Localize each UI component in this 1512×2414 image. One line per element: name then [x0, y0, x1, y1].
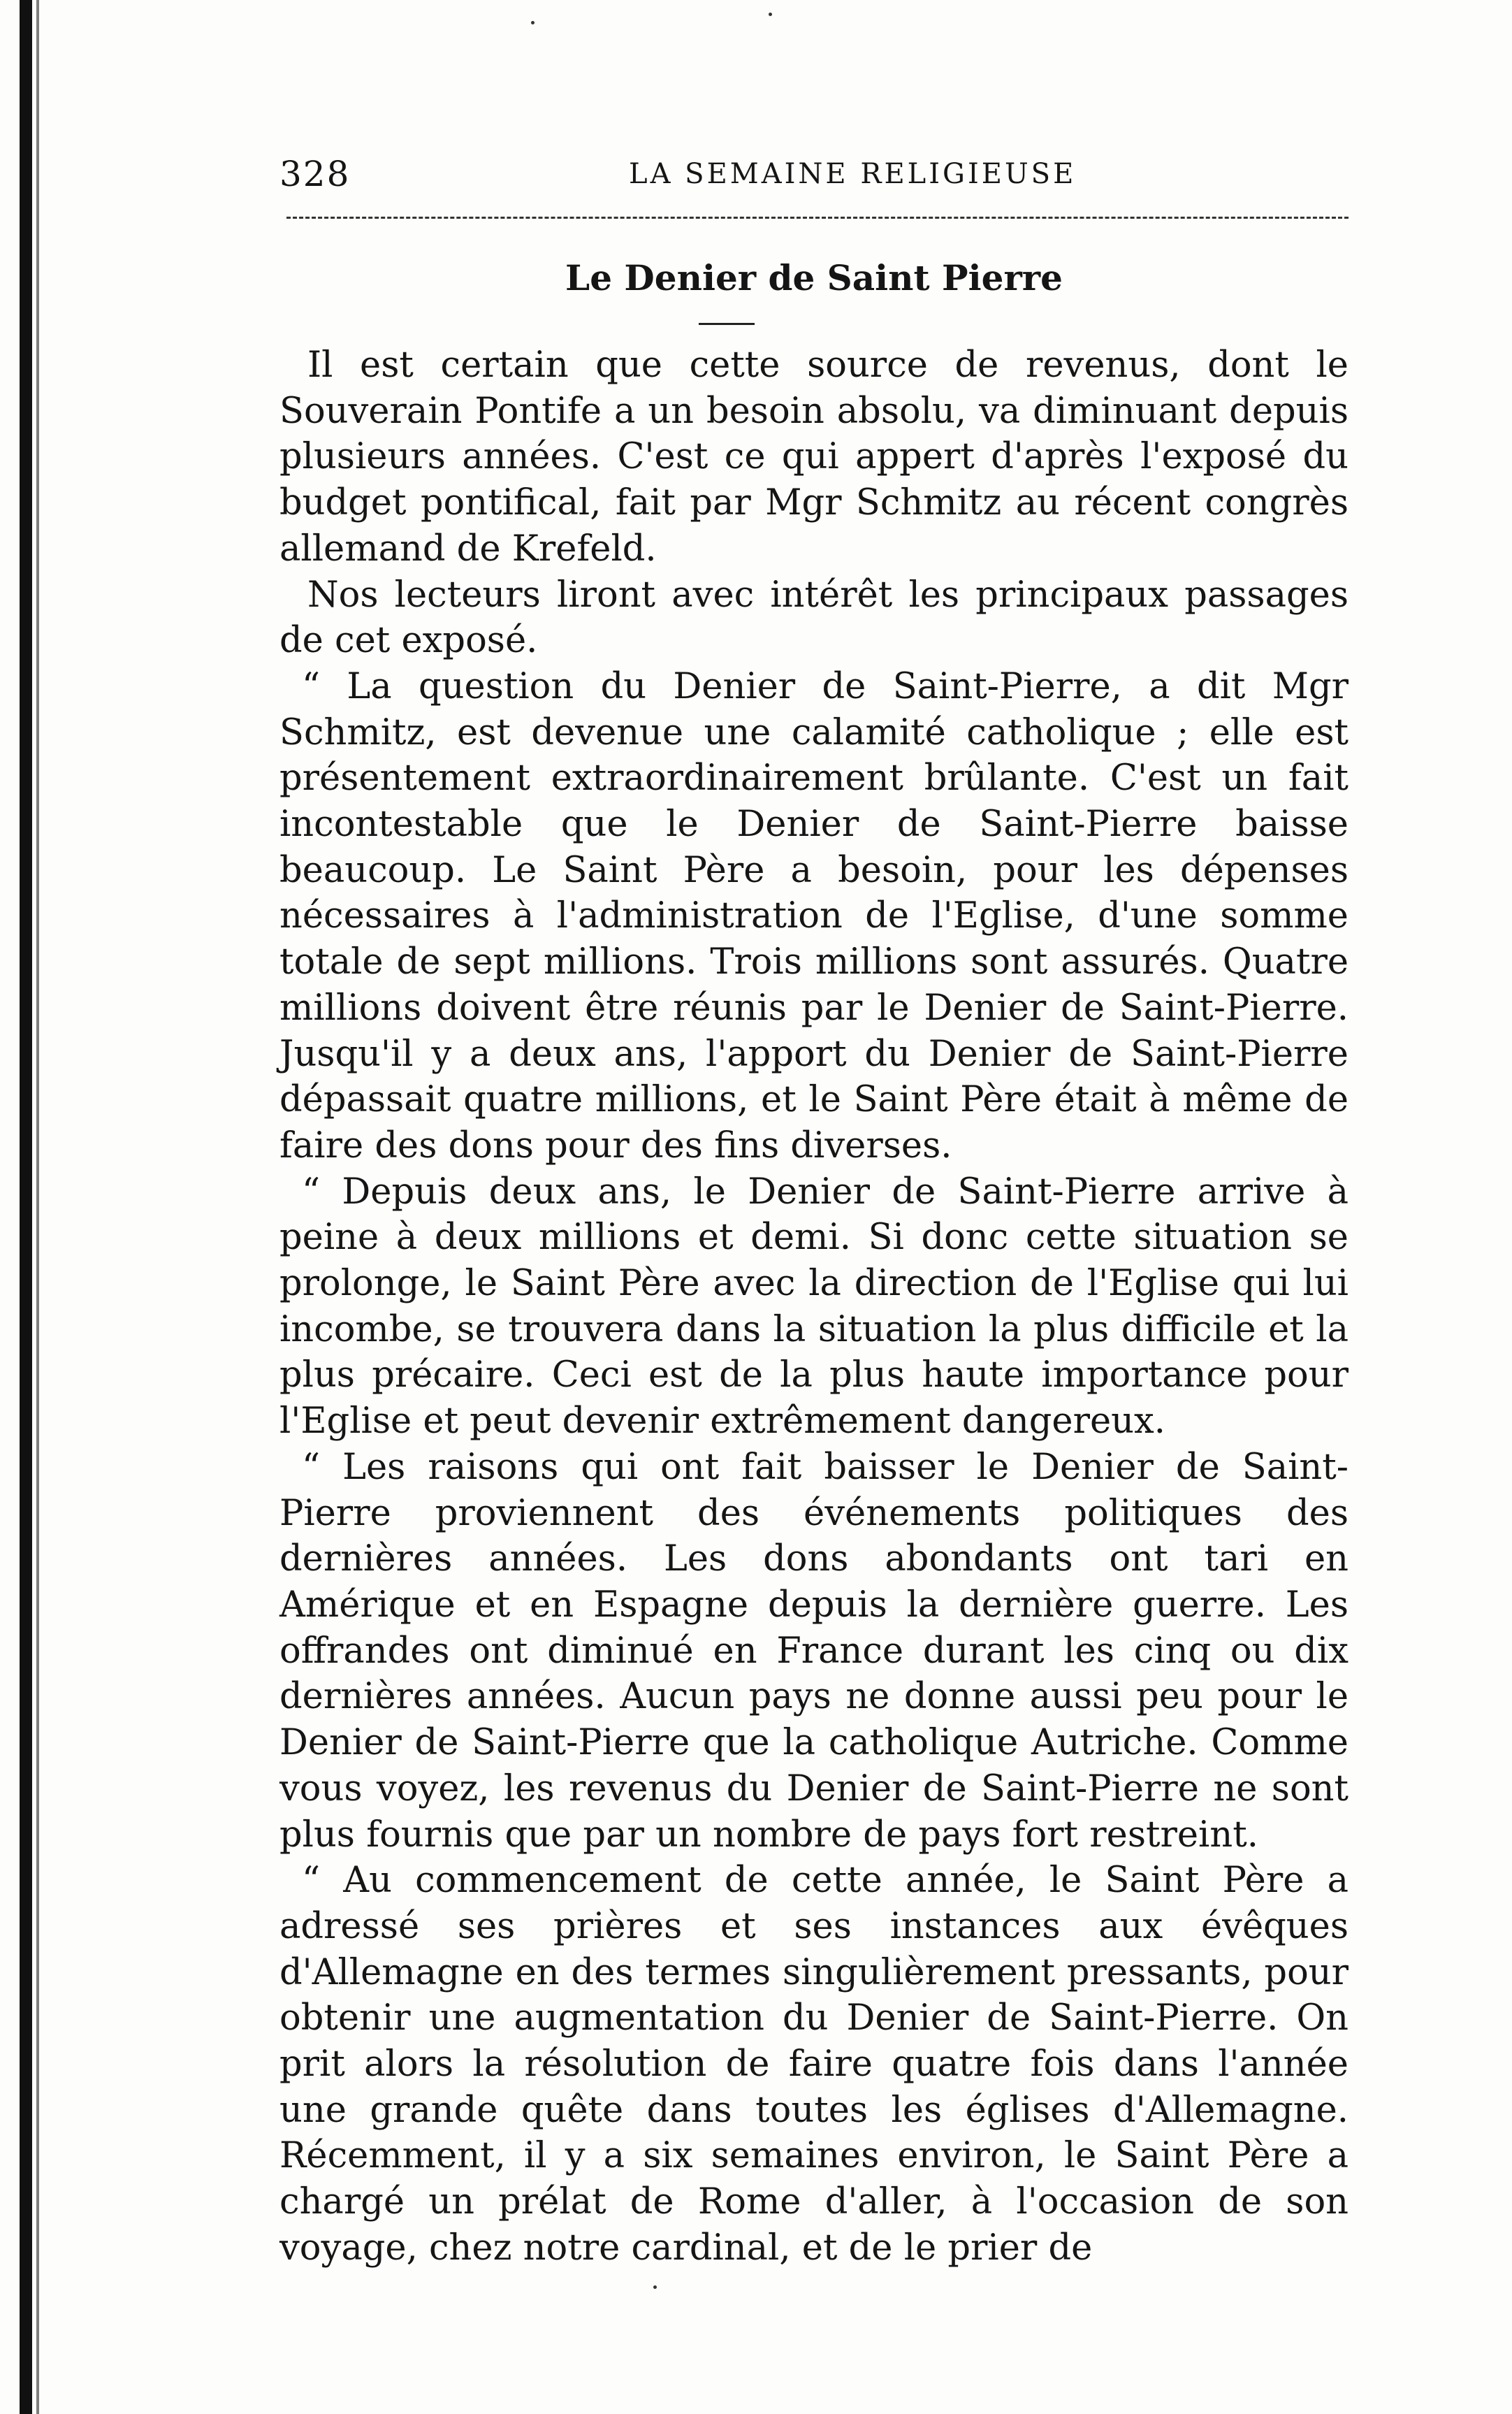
paragraph-2: Nos lecteurs liront avec intérêt les principaux passages de cet exposé.	[279, 574, 1349, 662]
paragraph-3: “ La question du Denier de Saint-Pierre, a dit Mgr Schmitz, est devenue une calamité catholique ; elle est présentement extraordinairement brûlante. C'est un fait incontestable que le Denier de Saint-Pierre baisse beaucoup. Le Saint Père a besoin, pour les dépenses nécessaires à l'administration de l'Eglise, d'une somme totale de sept millions. Trois millions sont assurés. Quatre millions doivent être réunis par le Denier de Saint-Pierre. Jusqu'il y a deux ans, l'apport du Denier de Saint-Pierre dépassait quatre millions, et le Saint Père était à même de faire des dons pour des fins diverses.	[279, 665, 1349, 1166]
running-title: LA SEMAINE RELIGIEUSE	[629, 158, 1077, 190]
scan-speck	[531, 21, 535, 24]
paragraph-6: “ Au commencement de cette année, le Saint Père a adressé ses prières et ses instances aux évêques d'Allemagne en des termes singulièrement pressants, pour obtenir une augmentation du Denier de Saint-Pierre. On prit alors la résolution de faire quatre fois dans l'année une grande quête dans toutes les églises d'Allemagne. Récemment, il y a six semaines environ, le Saint Père a chargé un prélat de Rome d'aller, à l'occasion de son voyage, chez notre cardinal, et de le prier de	[279, 1860, 1349, 2269]
header-rule	[286, 217, 1349, 219]
scan-speck	[769, 13, 772, 16]
paragraph-5: “ Les raisons qui ont fait baisser le Denier de Saint-Pierre proviennent des événements politiques des dernières années. Les dons abondants ont tari en Amérique et en Espagne depuis la dernière guerre. Les offrandes ont diminué en France durant les cinq ou dix dernières années. Aucun pays ne donne aussi peu pour le Denier de Saint-Pierre que la catholique Autriche. Comme vous voyez, les revenus du Denier de Saint-Pierre ne sont plus fournis que par un nombre de pays fort restreint.	[279, 1446, 1349, 1856]
paragraph-1: Il est certain que cette source de revenus, dont le Souverain Pontife a un besoin absolu, va diminuant depuis plusieurs années. C'est ce qui appert d'après l'exposé du budget pontifical, fait par Mgr Schmitz au récent congrès allemand de Krefeld.	[279, 345, 1349, 570]
book-spine-shadow	[20, 0, 32, 2414]
book-spine-edge	[36, 0, 39, 2414]
scan-speck	[653, 2285, 657, 2289]
title-rule	[699, 323, 755, 325]
page-number: 328	[279, 154, 351, 194]
running-head	[279, 154, 1349, 203]
article-body	[279, 342, 1349, 2271]
paragraph-4: “ Depuis deux ans, le Denier de Saint-Pierre arrive à peine à deux millions et demi. Si donc cette situation se prolonge, le Saint Père avec la direction de l'Eglise qui lui incombe, se trouvera dans la situation la plus difficile et la plus précaire. Ceci est de la plus haute importance pour l'Eglise et peut devenir extrêmement dangereux.	[279, 1171, 1349, 1443]
article-title: Le Denier de Saint Pierre	[565, 257, 1063, 298]
